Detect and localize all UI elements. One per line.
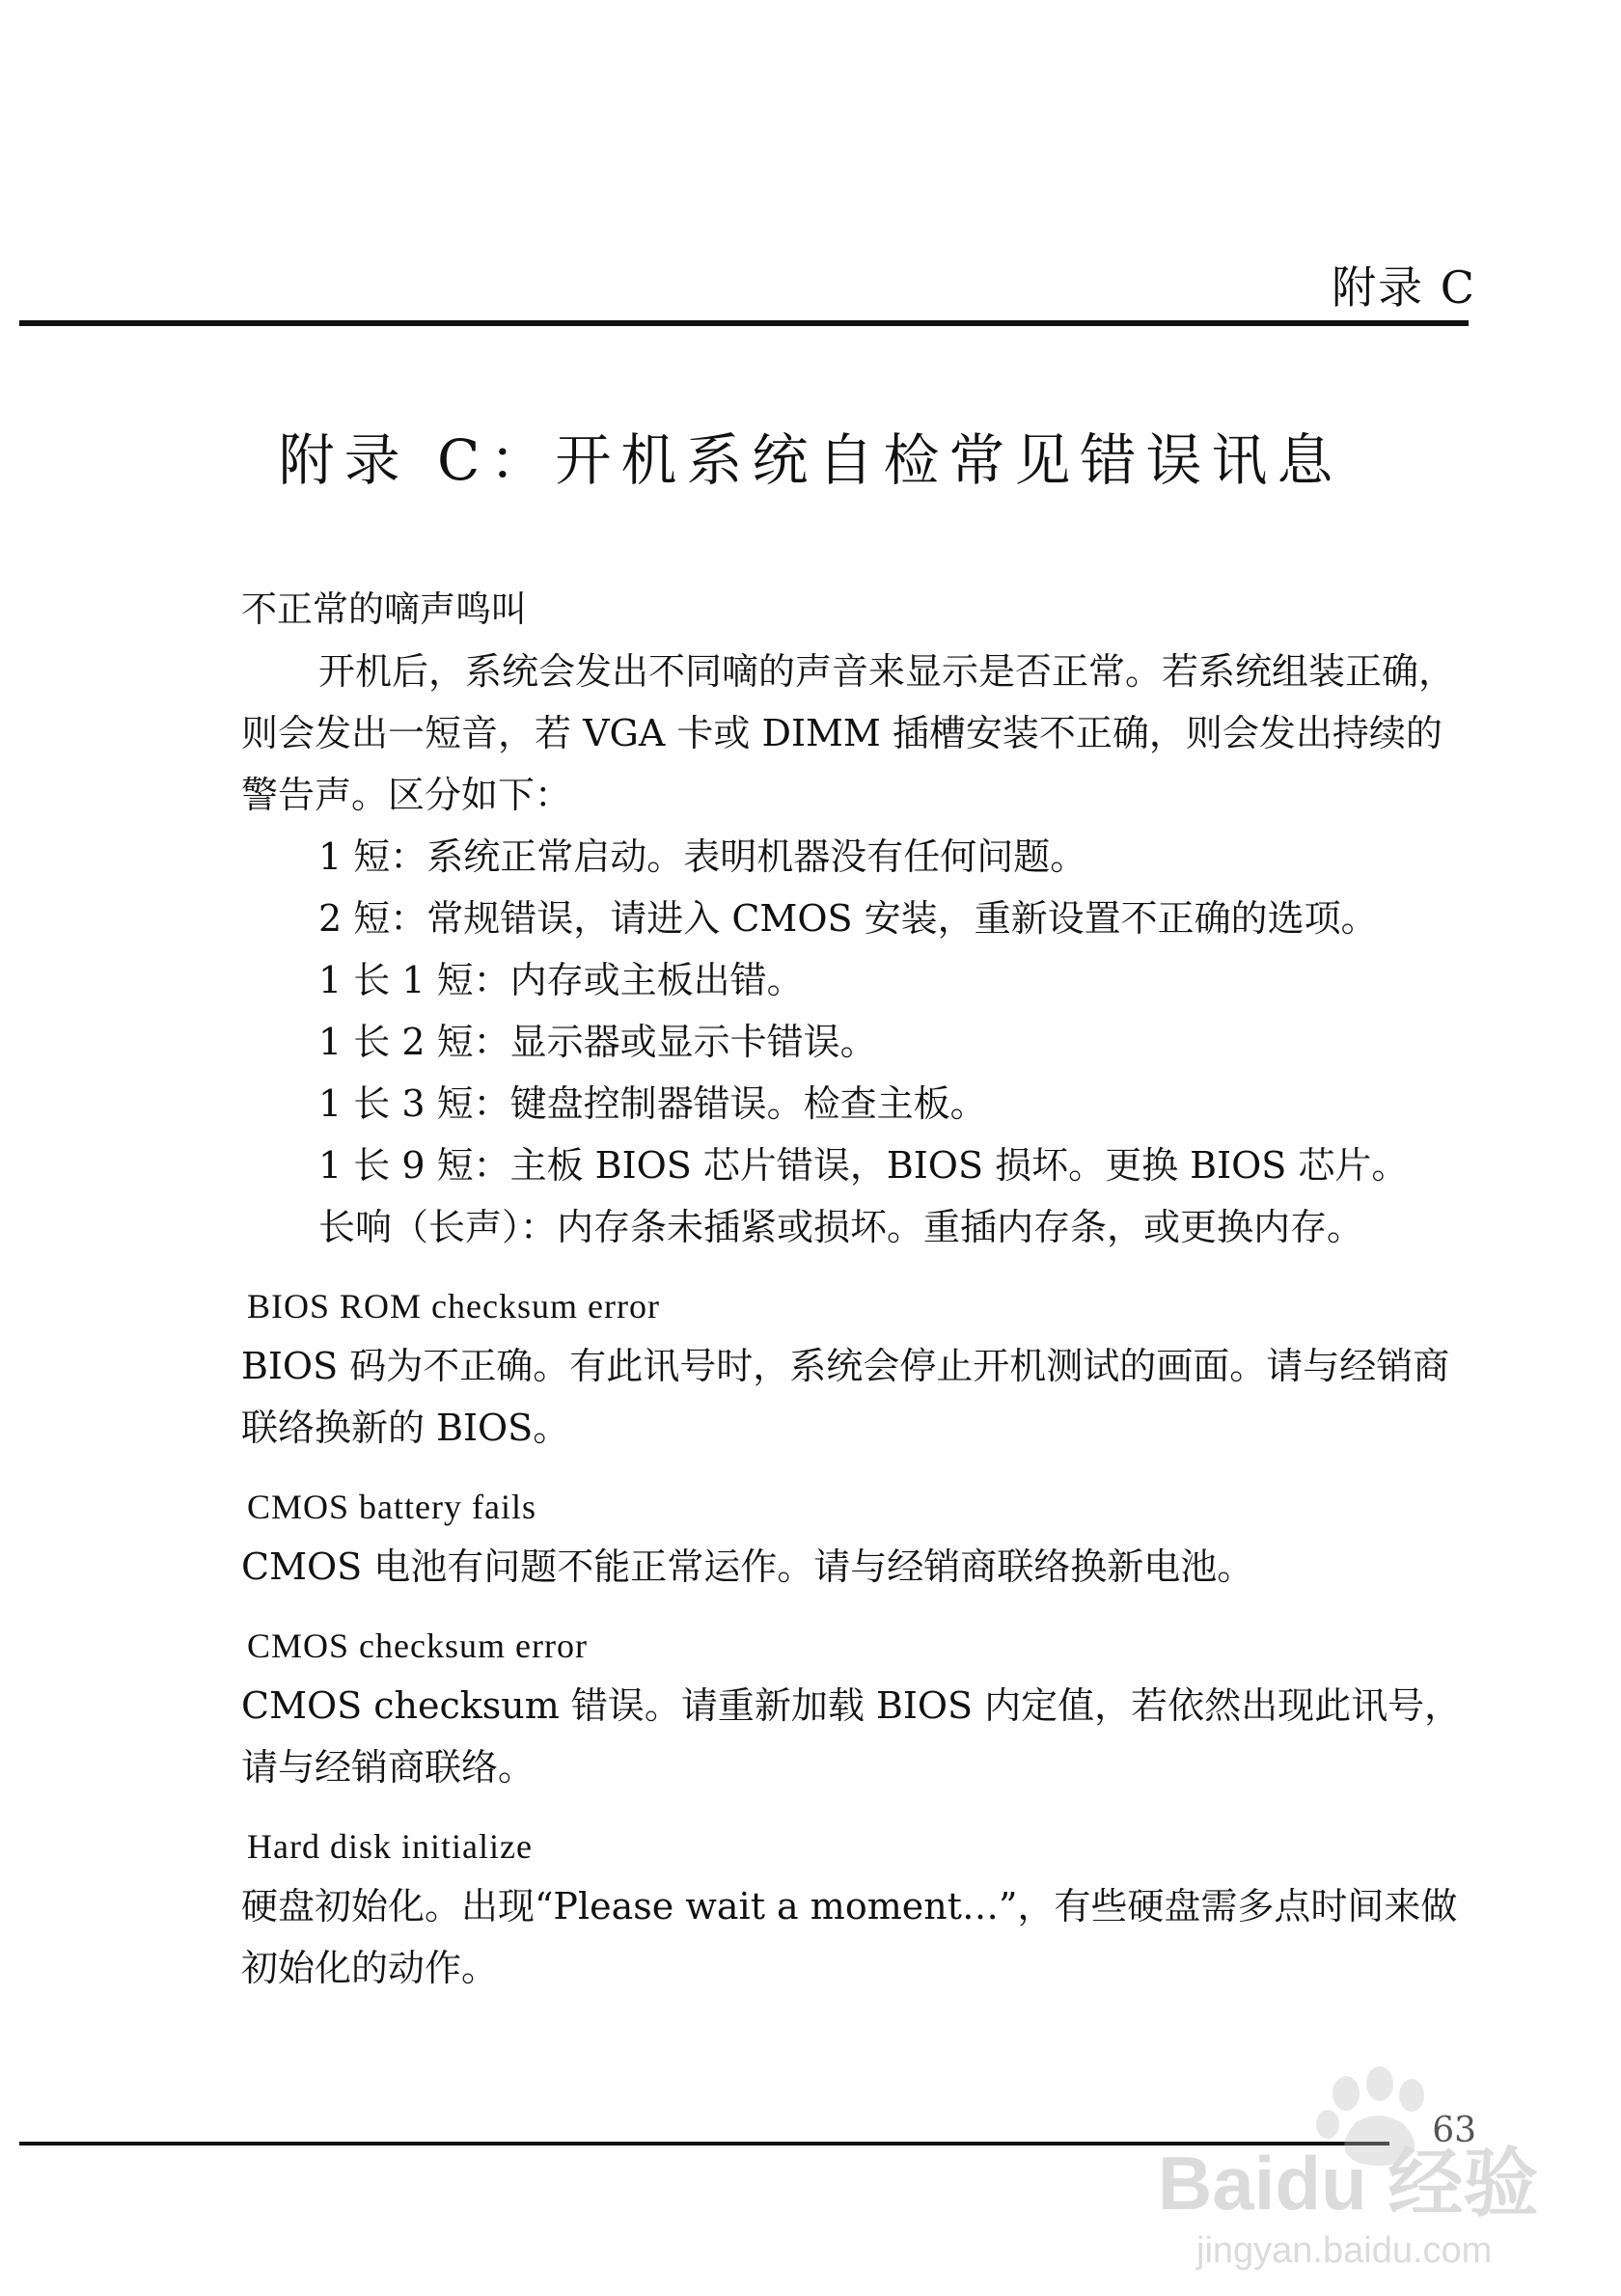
baidu-watermark: [1139, 2055, 1544, 2277]
section-body: BIOS 码为不正确。有此讯号时，系统会停止开机测试的画面。请与经销商联络换新的 BIOS。: [241, 1345, 1450, 1449]
section-body: 硬盘初始化。出现“Please wait a moment…”，有些硬盘需多点时间来做初始化的动作。: [241, 1885, 1458, 1989]
beep-item: 1 长 9 短：主板 BIOS 芯片错误，BIOS 损坏。更换 BIOS 芯片。: [318, 1144, 1409, 1187]
section-body: CMOS checksum 错误。请重新加载 BIOS 内定值，若依然出现此讯号，请与经销商联络。: [241, 1684, 1462, 1789]
beeps-intro: 开机后，系统会发出不同嘀的声音来显示是否正常。若系统组装正确，则会发出一短音，若 VGA 卡或 DIMM 插槽安装不正确，则会发出持续的警告声。区分如下：: [241, 650, 1456, 816]
page-content: [241, 579, 1476, 1999]
section-cmos-battery: [241, 1478, 1476, 1598]
section-heading: BIOS ROM checksum error: [247, 1287, 660, 1326]
beep-item: 1 长 3 短：键盘控制器错误。检查主板。: [318, 1082, 987, 1125]
section-body: CMOS 电池有问题不能正常运作。请与经销商联络换新电池。: [241, 1545, 1254, 1588]
beep-item: 1 长 2 短：显示器或显示卡错误。: [318, 1021, 877, 1063]
page-number: 63: [1432, 2111, 1476, 2150]
section-heading: Hard disk initialize: [247, 1827, 533, 1866]
page-title: 附录 C：开机系统自检常见错误讯息: [278, 427, 1343, 493]
watermark-brand: Baidu 经验: [1158, 2141, 1539, 2226]
section-heading: CMOS battery fails: [247, 1488, 536, 1526]
beep-item: 1 长 1 短：内存或主板出错。: [318, 959, 804, 1001]
watermark-url: jingyan.baidu.com: [1196, 2230, 1493, 2271]
beep-item: 长响（长声）：内存条未插紧或损坏。重插内存条，或更换内存。: [318, 1206, 1364, 1248]
section-heading: CMOS checksum error: [247, 1626, 588, 1665]
header-label: 附录 C: [1332, 261, 1476, 314]
section-cmos-checksum: [241, 1617, 1476, 1798]
beep-item: 1 短：系统正常启动。表明机器没有任何问题。: [318, 835, 1087, 878]
header-rule: [19, 320, 1469, 326]
section-hard-disk: [241, 1818, 1476, 1999]
beep-item: 2 短：常规错误，请进入 CMOS 安装，重新设置不正确的选项。: [318, 897, 1378, 940]
section-heading-beeps: 不正常的嘀声鸣叫: [241, 588, 527, 630]
section-bios-rom: [241, 1277, 1476, 1459]
